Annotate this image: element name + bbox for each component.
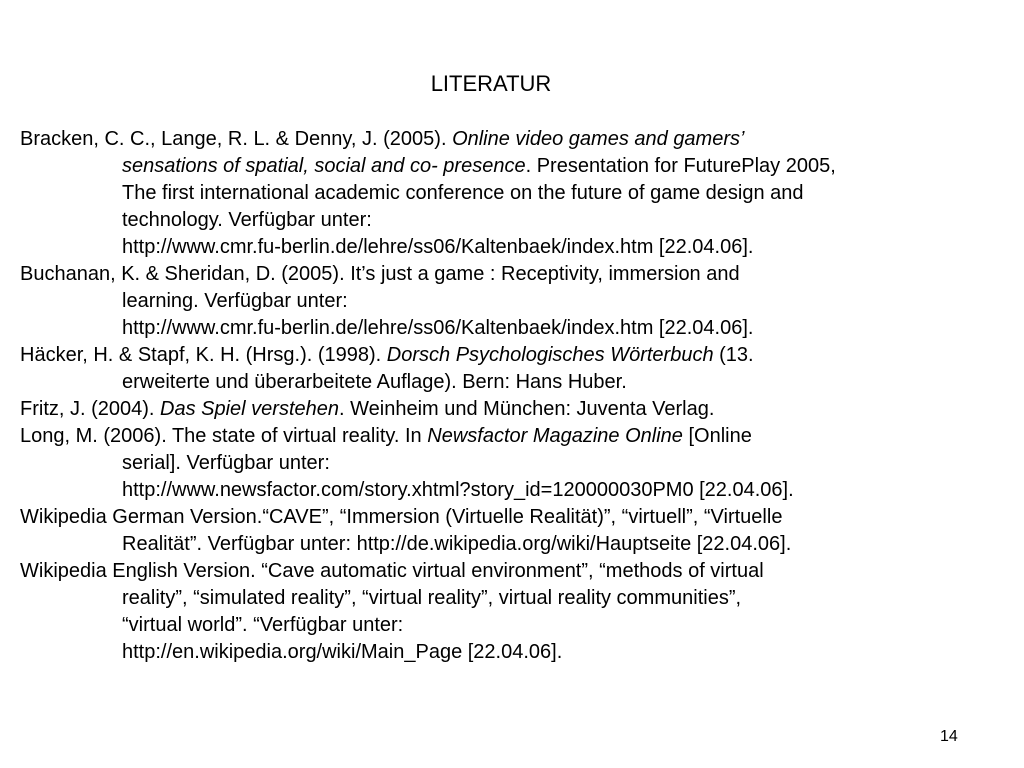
reference-text: . Presentation for FuturePlay 2005, <box>525 155 836 177</box>
reference-text: [Online <box>682 425 752 447</box>
reference-italic-text: sensations of spatial, social and co- presence <box>122 155 526 177</box>
reference-entry-continuation-line <box>20 153 980 180</box>
reference-text: . Weinheim und München: Juventa Verlag. <box>339 398 715 420</box>
reference-italic-text: Dorsch Psychologisches Wörterbuch <box>386 344 714 366</box>
reference-entry-first-line <box>20 504 980 531</box>
reference-text: erweiterte und überarbeitete Auflage). Bern: Hans Huber. <box>122 371 627 393</box>
reference-text: Buchanan, K. & Sheridan, D. (2005). It’s just a game : Receptivity, immersion and <box>20 263 740 285</box>
reference-text: http://www.newsfactor.com/story.xhtml?story_id=120000030PM0 [22.04.06]. <box>122 479 794 501</box>
reference-text: (13. <box>713 344 754 366</box>
reference-text: reality”, “simulated reality”, “virtual reality”, virtual reality communities”, <box>122 587 742 609</box>
reference-entry-continuation-line <box>20 234 980 261</box>
reference-text: http://www.cmr.fu-berlin.de/lehre/ss06/Kaltenbaek/index.htm [22.04.06]. <box>122 317 754 339</box>
reference-italic-text: Das Spiel verstehen <box>160 398 340 420</box>
reference-text: serial]. Verfügbar unter: <box>122 452 330 474</box>
reference-entry-continuation-line <box>20 531 980 558</box>
reference-entry-continuation-line <box>20 477 980 504</box>
reference-text: http://www.cmr.fu-berlin.de/lehre/ss06/Kaltenbaek/index.htm [22.04.06]. <box>122 236 754 258</box>
reference-entry-first-line <box>20 396 980 423</box>
page-title: LITERATUR <box>430 71 552 96</box>
reference-entry-continuation-line <box>20 207 980 234</box>
reference-entry-continuation-line <box>20 450 980 477</box>
reference-italic-text: Newsfactor Magazine Online <box>427 425 683 447</box>
reference-text: Wikipedia English Version. “Cave automatic virtual environment”, “methods of virtual <box>20 560 764 582</box>
reference-entry-continuation-line <box>20 639 980 666</box>
reference-text: The first international academic conference on the future of game design and <box>122 182 804 204</box>
reference-entry-first-line <box>20 261 980 288</box>
reference-text: Wikipedia German Version.“CAVE”, “Immersion (Virtuelle Realität)”, “virtuell”, “Virtuelle <box>20 506 783 528</box>
reference-text: learning. Verfügbar unter: <box>122 290 348 312</box>
reference-entry-first-line <box>20 423 980 450</box>
reference-text: “virtual world”. “Verfügbar unter: <box>122 614 404 636</box>
reference-text: Realität”. Verfügbar unter: http://de.wikipedia.org/wiki/Hauptseite [22.04.06]. <box>122 533 792 555</box>
reference-entry-continuation-line <box>20 315 980 342</box>
reference-entry-continuation-line <box>20 369 980 396</box>
reference-entry-first-line <box>20 342 980 369</box>
reference-text: Häcker, H. & Stapf, K. H. (Hrsg.). (1998). <box>20 344 387 366</box>
reference-text: http://en.wikipedia.org/wiki/Main_Page [22.04.06]. <box>122 641 563 663</box>
page-number: 14 <box>940 728 958 745</box>
reference-text: technology. Verfügbar unter: <box>122 209 372 231</box>
reference-entry-first-line <box>20 558 980 585</box>
reference-entry-continuation-line <box>20 612 980 639</box>
reference-entry-continuation-line <box>20 585 980 612</box>
reference-text: Bracken, C. C., Lange, R. L. & Denny, J. (2005). <box>20 128 453 150</box>
reference-italic-text: Online video games and gamers’ <box>452 128 745 150</box>
reference-text: Fritz, J. (2004). <box>20 398 161 420</box>
reference-entry-continuation-line <box>20 288 980 315</box>
reference-entry-first-line <box>20 126 980 153</box>
reference-entry-continuation-line <box>20 180 980 207</box>
reference-text: Long, M. (2006). The state of virtual reality. In <box>20 425 428 447</box>
reference-list <box>20 126 980 666</box>
